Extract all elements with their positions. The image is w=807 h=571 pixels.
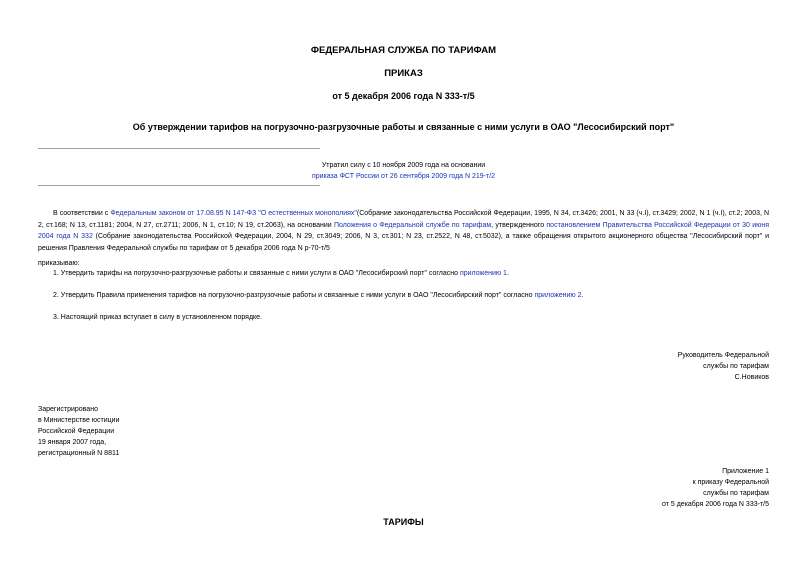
expired-note — [250, 160, 557, 182]
government-decree-link[interactable]: постановлением Правительства Российской Федерации от 30 июня 2004 года N 332 — [38, 221, 770, 240]
registration-block — [38, 404, 119, 459]
federal-law-link[interactable]: Федеральным законом от 17.08.95 N 147-ФЗ "О естественных монополиях" — [110, 210, 357, 217]
appendix-line-1: Приложение 1 — [722, 468, 769, 475]
order-item-1-text: 1. Утвердить тарифы на погрузочно-разгрузочные работы и связанные с ними услуги в ОАО "Лесосибирский порт" согласно — [53, 270, 460, 277]
appendix-line-3: службы по тарифам — [703, 490, 769, 497]
prikazyvayu-text: приказываю: — [38, 260, 80, 267]
preamble-paragraph — [38, 208, 769, 254]
order-item-2-text: 2. Утвердить Правила применения тарифов на погрузочно-разгрузочные работы и связанные с ними услуги в ОАО "Лесосибирский порт" согласно — [53, 292, 535, 299]
registration-line-3: Российской Федерации — [38, 428, 115, 435]
fst-regulation-link[interactable]: Положения о Федеральной службе по тарифам — [333, 221, 492, 229]
appendix-1-link[interactable]: приложению 1 — [459, 270, 507, 277]
org-heading: ФЕДЕРАЛЬНАЯ СЛУЖБА ПО ТАРИФАМ — [310, 45, 497, 56]
expired-note-link[interactable]: приказа ФСТ России от 26 сентября 2009 года N 219-т/2 — [311, 173, 496, 180]
preamble-text-3: , утвержденного — [491, 221, 547, 229]
tarify-heading: ТАРИФЫ — [383, 517, 424, 527]
registration-line-4: 19 января 2007 года, — [38, 439, 107, 446]
registration-line-2: в Министерстве юстиции — [38, 417, 120, 424]
order-item-1 — [53, 268, 769, 279]
order-item-2-period: . — [581, 292, 584, 299]
appendix-block — [662, 466, 769, 510]
appendix-line-4: от 5 декабря 2006 года N 333-т/5 — [661, 501, 769, 508]
signature-block — [678, 350, 769, 383]
appendix-2-link[interactable]: приложению 2 — [534, 292, 582, 299]
order-item-2 — [53, 290, 769, 301]
expired-note-text: Утратил силу с 10 ноября 2009 года на основании — [321, 162, 486, 169]
preamble-text-4: (Собрание законодательства Российской Федерации, 2004, N 29, ст.3049; 2006, N 3, ст.301; N 23, ст.2522, N 48, ст.5032), а также обращения открытого акционерного общества "Лесосибирский порт" и решения Правления Федеральной службы по тарифам от 5 декабря 2006 года N р-70-т/5 — [38, 233, 769, 252]
doc-date-heading: от 5 декабря 2006 года N 333-т/5 — [332, 91, 475, 101]
registration-line-1: Зарегистрировано — [38, 406, 98, 413]
signature-line-2: службы по тарифам — [703, 363, 769, 370]
order-item-3: 3. Настоящий приказ вступает в силу в установленном порядке. — [53, 314, 263, 321]
order-item-1-period: . — [506, 270, 509, 277]
divider-top — [38, 148, 320, 149]
preamble-text-1: В соответствии с — [53, 210, 111, 217]
signature-line-3: С.Новиков — [734, 374, 769, 381]
registration-line-5: регистрационный N 8811 — [38, 450, 120, 457]
preamble-text-2: (Собрание законодательства Российской Федерации, 1995, N 34, ст.3426; 2001, N 33 (ч.I), ст.3429; 2002, N 1 (ч.I), ст.2; 2003, N 2, ст.168; N 13, ст.1181; 2004, N 27, ст.2711; 2006, N 1, ст.10; N 19, ст.2063), на основании — [38, 210, 770, 229]
doc-title: Об утверждении тарифов на погрузочно-разгрузочные работы и связанные с ними услуги в ОАО "Лесосибирский порт" — [132, 122, 675, 132]
appendix-line-2: к приказу Федеральной — [692, 479, 769, 486]
signature-line-1: Руководитель Федеральной — [677, 352, 769, 359]
divider-bottom — [38, 185, 320, 186]
doc-type-heading: ПРИКАЗ — [384, 68, 423, 79]
